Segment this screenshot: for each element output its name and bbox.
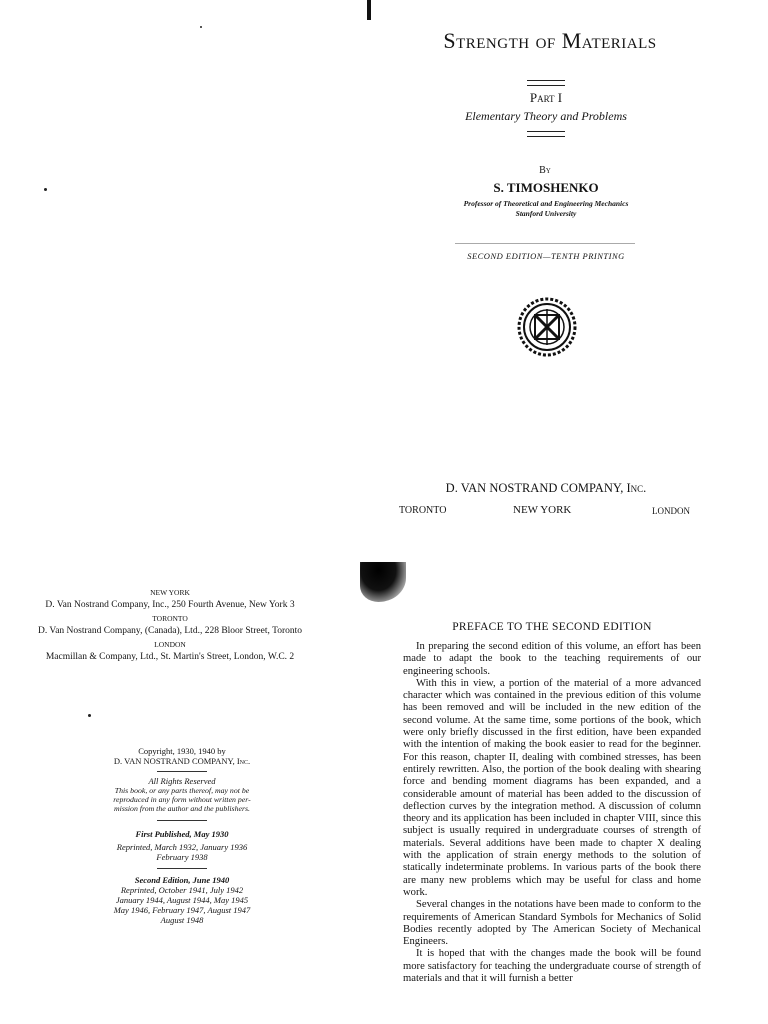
- preface-paragraph: In preparing the second edition of this volume, an effort has been made to adapt the book to the teaching requirements of our engineering schools.: [403, 641, 701, 677]
- first-published: First Published, May 1930: [135, 829, 229, 839]
- rights-text: mission from the author and the publishers.: [114, 804, 250, 813]
- preface-paragraph: It is hoped that with the changes made the book will be found more satisfactory for teaching the undergraduate course of strength of materials and that it will furnish a better: [403, 948, 701, 985]
- divider: [157, 771, 207, 772]
- copyright-line: Copyright, 1930, 1940 by: [138, 746, 226, 756]
- location-address: Macmillan & Company, Ltd., St. Martin's Street, London, W.C. 2: [45, 652, 295, 662]
- author-university: Stanford University: [515, 209, 577, 218]
- divider: [157, 820, 207, 821]
- publisher-locations: [0, 587, 340, 663]
- reprint-line: January 1944, August 1944, May 1945: [115, 895, 249, 905]
- preface-paragraph: With this in view, a portion of the material of a more advanced character which was contained in the previous edition of this volume has been removed and will be included in the new edition of the second volume. At the same time, some portions of the book, which were only briefly discussed in the first edition, have been expanded with the intention of making the book easier to read for the beginner. For this reason, chapter II, dealing with combined stresses, has been entirely rewritten. Also, the portion of the book dealing with shearing force and bending moment diagrams has been expanded, and a considerable amount of material has been added to the discussion of deflection curves by the integration method. A discussion of column theory and its application has been included in chapter VIII, since this subject is usually required in undergraduate courses of strength of materials. Several additions have been made to chapter X dealing with the application of strain energy methods to the solution of statically indeterminate problems. In various parts of the book there are many new problems which may be useful for class and home work.: [403, 677, 701, 898]
- location-address: D. Van Nostrand Company, (Canada), Ltd., 228 Bloor Street, Toronto: [37, 626, 303, 636]
- preface-paragraph: Several changes in the notations have been made to conform to the requirements of American Standard Symbols for Mechanics of Solid Bodies recently adopted by The American Society of Mechanical Engineers.: [403, 899, 701, 948]
- reprint-line: August 1948: [160, 915, 204, 925]
- edition-line: SECOND EDITION—TENTH PRINTING: [467, 251, 625, 261]
- preface-body: [403, 641, 701, 985]
- part-label: Part I: [529, 90, 563, 105]
- scan-mark: [367, 0, 371, 20]
- blank-page: [0, 0, 360, 560]
- rights-heading: All Rights Reserved: [148, 776, 216, 786]
- location-city: NEW YORK: [150, 588, 190, 597]
- preface-heading: PREFACE TO THE SECOND EDITION: [452, 621, 652, 633]
- copyright-notice: [62, 746, 302, 925]
- divider: [157, 868, 207, 869]
- reprint-line: Reprinted, March 1932, January 1936: [116, 842, 248, 852]
- copyright-suffix: Inc.: [236, 756, 251, 766]
- book-title: Strength of Materials: [443, 28, 657, 53]
- reprint-line: February 1938: [156, 852, 208, 862]
- publisher-name-text: D. VAN NOSTRAND COMPANY,: [445, 481, 624, 495]
- scan-speck: [44, 188, 47, 191]
- location-address: D. Van Nostrand Company, Inc., 250 Fourth Avenue, New York 3: [45, 600, 295, 610]
- city-london: LONDON: [652, 506, 690, 516]
- by-label: By: [539, 165, 551, 176]
- city-new-york: NEW YORK: [513, 504, 572, 516]
- author-affiliation: Professor of Theoretical and Engineering Mechanics: [463, 199, 629, 208]
- reprint-line: May 1946, February 1947, August 1947: [113, 905, 251, 915]
- edition-divider: [455, 243, 635, 244]
- scan-speck: [200, 26, 202, 28]
- publisher-name: [410, 481, 682, 496]
- title-divider: [527, 80, 565, 86]
- copyright-line: [62, 756, 302, 766]
- subtitle-divider: [527, 131, 565, 137]
- scan-speck: [88, 714, 91, 717]
- copyright-company: D. VAN NOSTRAND COMPANY,: [113, 756, 235, 766]
- location-city: TORONTO: [152, 614, 188, 623]
- author-name: S. TIMOSHENKO: [493, 180, 599, 195]
- publisher-suffix: Inc.: [626, 481, 647, 495]
- city-toronto: TORONTO: [399, 505, 447, 516]
- publisher-emblem: [514, 296, 580, 358]
- second-edition: Second Edition, June 1940: [134, 875, 230, 885]
- book-subtitle: Elementary Theory and Problems: [465, 109, 627, 123]
- reprint-line: Reprinted, October 1941, July 1942: [120, 885, 244, 895]
- rights-text: This book, or any parts thereof, may not be: [114, 786, 250, 795]
- rights-text: reproduced in any form without written per-: [113, 795, 251, 804]
- location-city: LONDON: [154, 640, 186, 649]
